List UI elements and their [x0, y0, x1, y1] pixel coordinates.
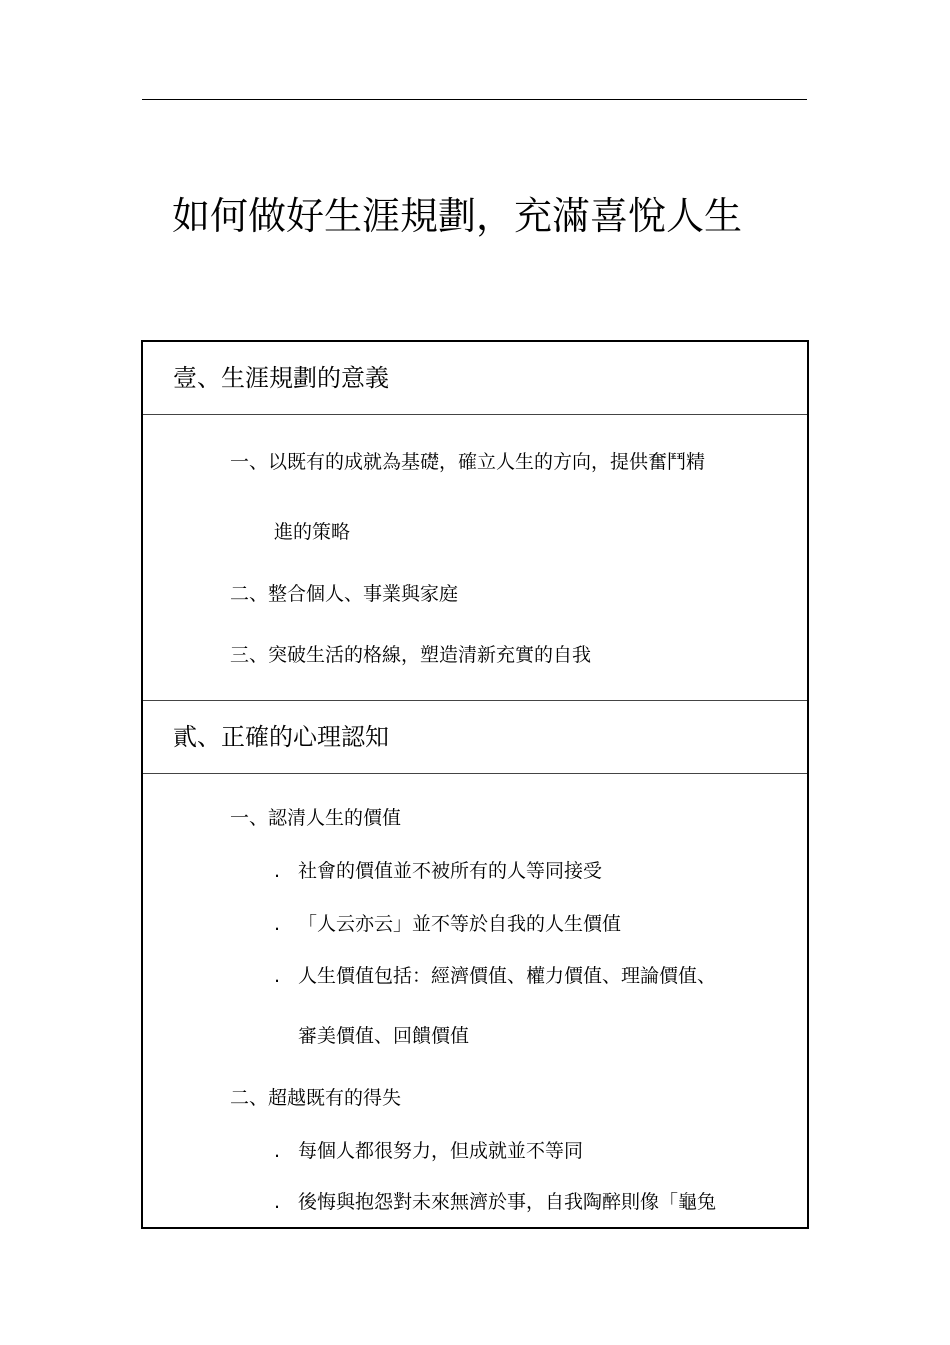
- list-item-1-3: 三、突破生活的格線，塑造清新充實的自我: [230, 644, 592, 666]
- bullet-text: 人生價值包括：經濟價值、權力價值、理論價值、: [298, 965, 717, 987]
- section-header-2: [143, 700, 807, 774]
- bullet-item-2-1-2: [274, 910, 621, 938]
- bullet-item-2-1-3-line2: 審美價值、回饋價值: [298, 1025, 470, 1047]
- list-item-2-1: 一、認清人生的價值: [230, 807, 402, 829]
- bullet-text: 後悔與抱怨對未來無濟於事，自我陶醉則像「龜兔: [298, 1191, 717, 1213]
- list-item-1-2: 二、整合個人、事業與家庭: [230, 583, 459, 605]
- bullet-marker: .: [274, 1140, 281, 1162]
- bullet-item-2-1-1: [274, 857, 602, 885]
- bullet-text: 每個人都很努力，但成就並不等同: [298, 1140, 584, 1162]
- section-title-1: 壹、生涯規劃的意義: [173, 364, 389, 392]
- bullet-text: 社會的價值並不被所有的人等同接受: [298, 860, 603, 882]
- document-title: 如何做好生涯規劃，充滿喜悅人生: [172, 194, 743, 238]
- bullet-marker: .: [274, 965, 281, 987]
- list-item-2-2: 二、超越既有的得失: [230, 1087, 402, 1109]
- bullet-marker: .: [274, 1191, 281, 1213]
- bullet-marker: .: [274, 913, 281, 935]
- bullet-item-2-2-2: [274, 1188, 716, 1216]
- header-rule: [142, 99, 807, 100]
- bullet-marker: .: [274, 860, 281, 882]
- outline-table: [141, 340, 809, 1229]
- bullet-item-2-1-3: [274, 962, 716, 990]
- section-header-1: [143, 342, 807, 415]
- list-item-1-1-line2: 進的策略: [274, 521, 351, 543]
- bullet-item-2-2-1: [274, 1137, 583, 1165]
- section-title-2: 貳、正確的心理認知: [173, 723, 389, 751]
- list-item-1-1-line1: 一、以既有的成就為基礎，確立人生的方向，提供奮鬥精: [230, 451, 706, 473]
- bullet-text: 「人云亦云」並不等於自我的人生價值: [298, 913, 622, 935]
